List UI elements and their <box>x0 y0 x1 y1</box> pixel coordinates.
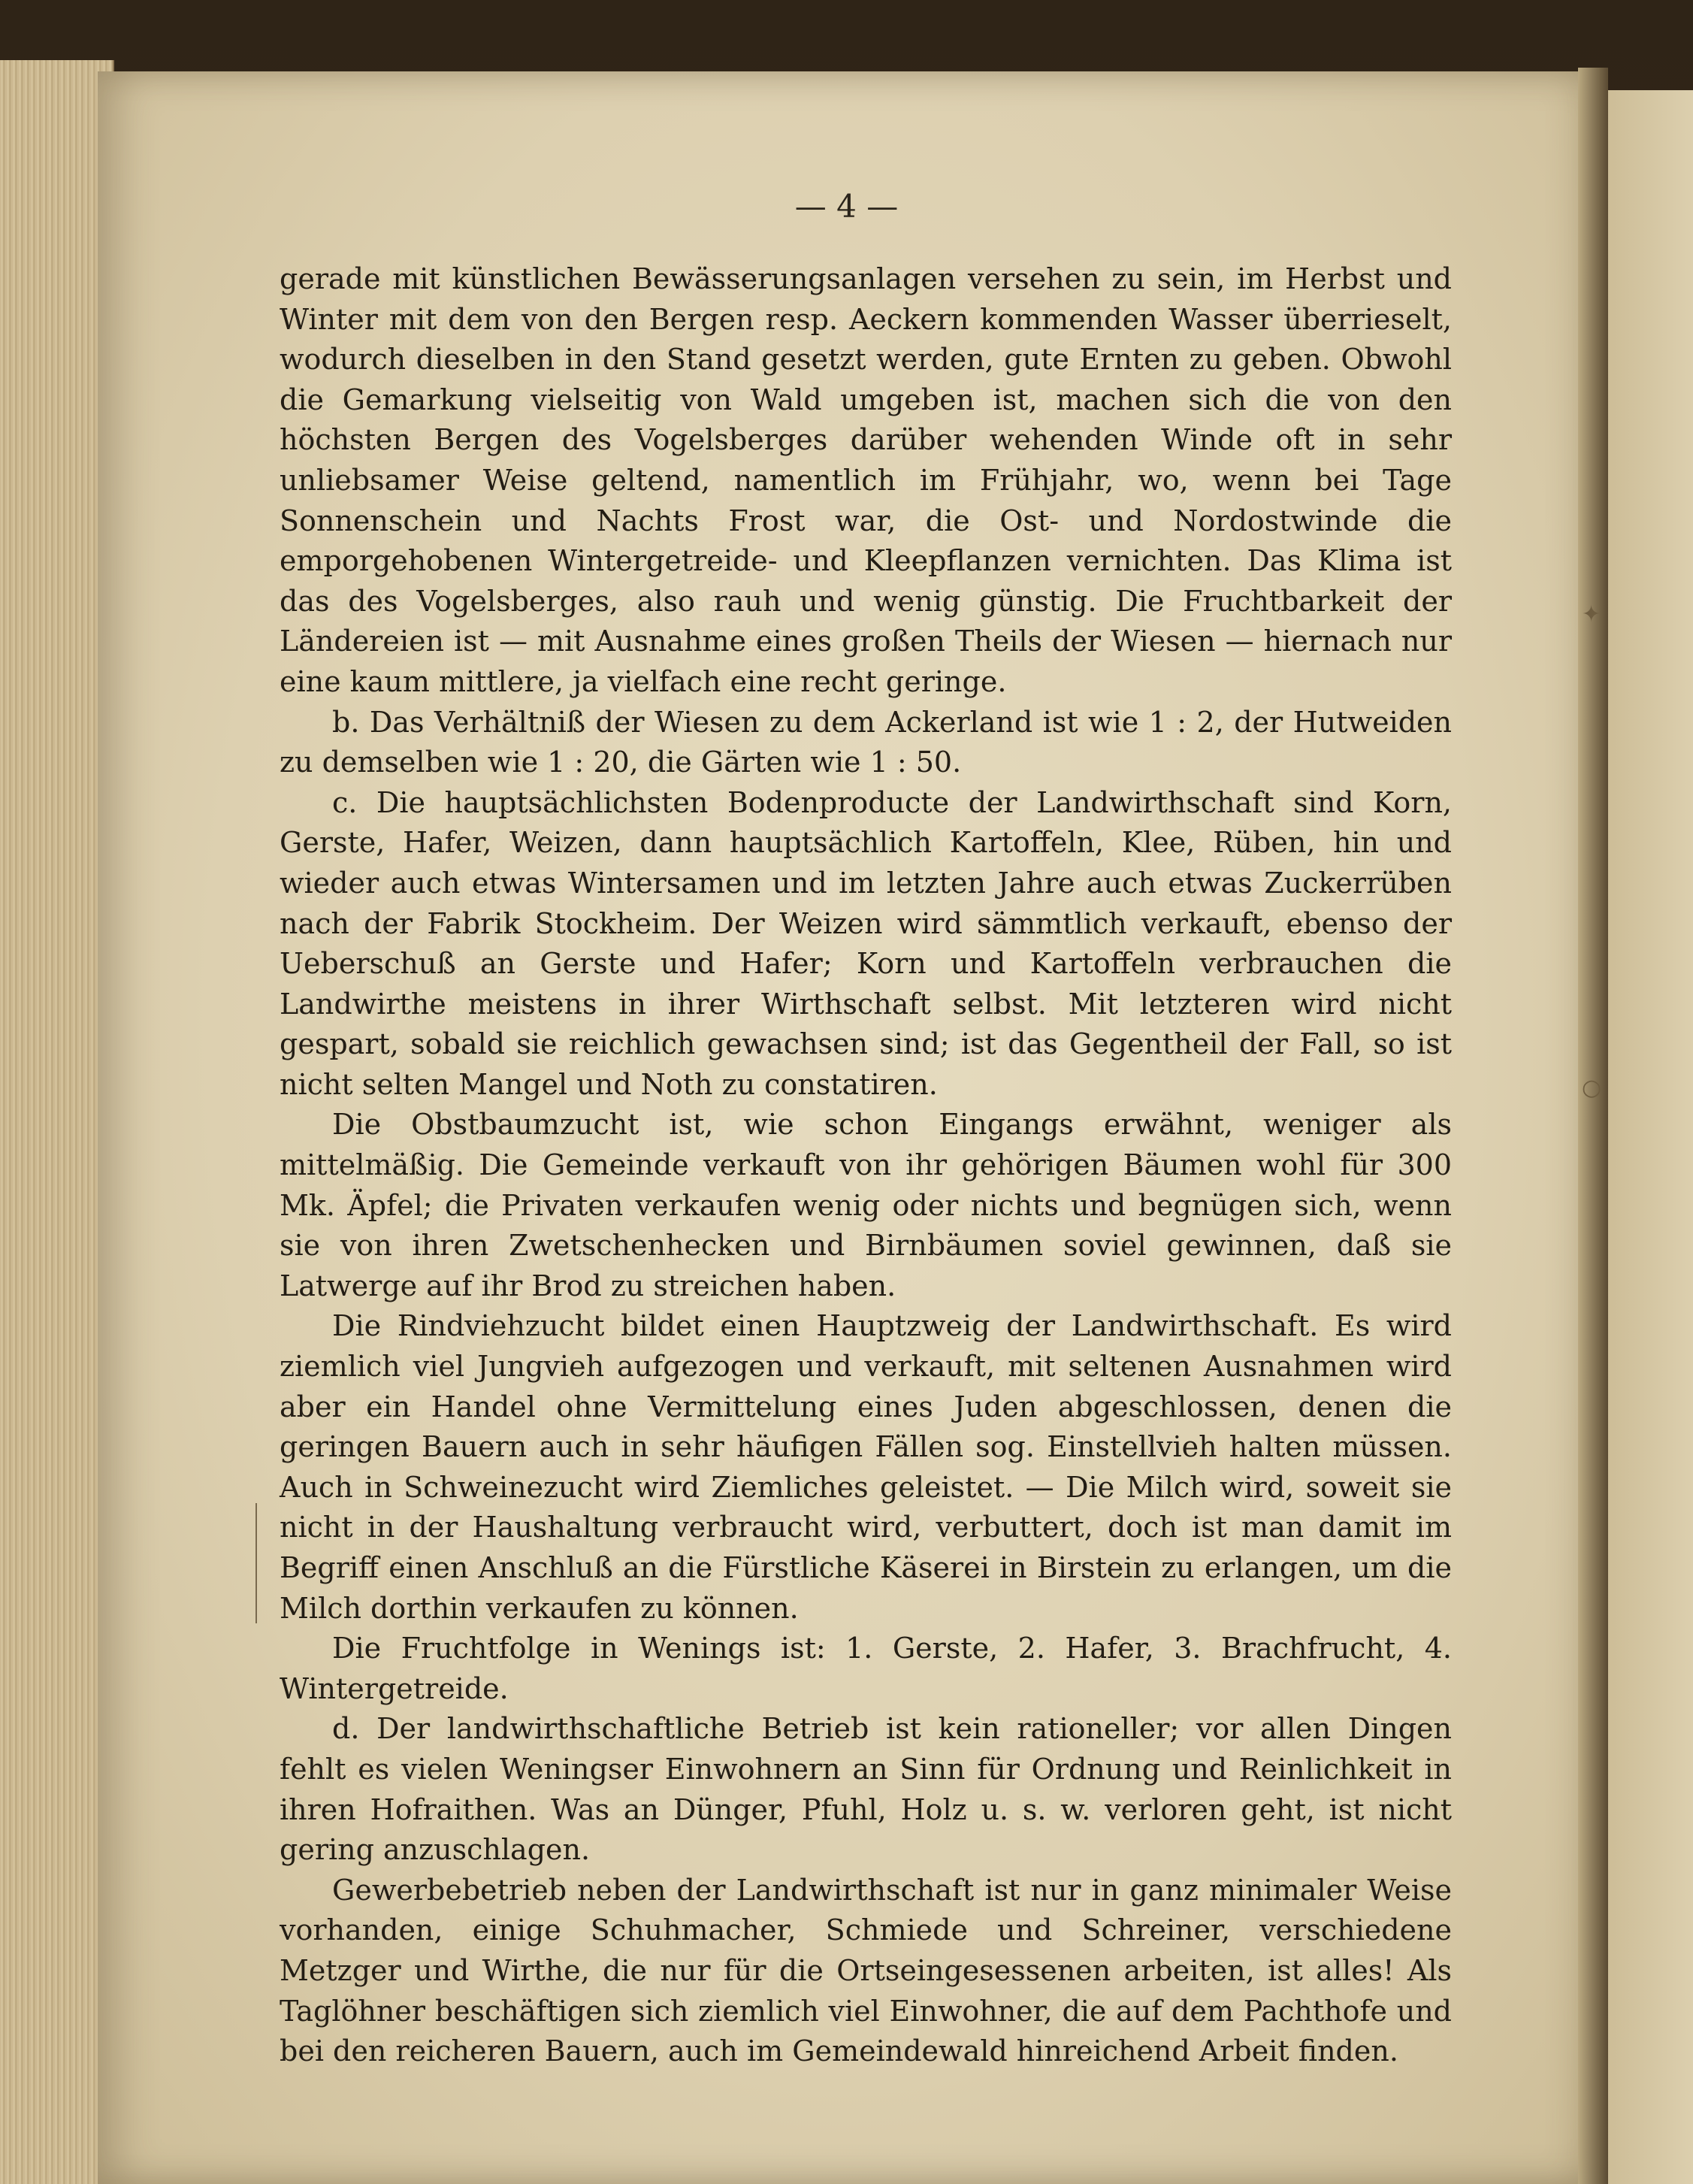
margin-line <box>255 1503 257 1623</box>
margin-mark-icon: ✦ <box>1582 601 1601 628</box>
facing-page-edge <box>1608 90 1693 2184</box>
paragraph: b. Das Verhältniß der Wiesen zu dem Ackerland ist wie 1 : 2, der Hutweiden zu demselben wie 1 : 20, die Gärten wie 1 : 50. <box>280 705 1452 779</box>
paragraph: Die Fruchtfolge in Wenings ist: 1. Gerste, 2. Hafer, 3. Brachfrucht, 4. Wintergetreide. <box>280 1632 1452 1705</box>
paragraph: gerade mit künstlichen Bewässerungsanlagen versehen zu sein, im Herbst und Winter mit dem von den Bergen resp. Aeckern kommenden Wasser überrieselt, wodurch dieselben in den Stand gesetzt werden, gute Ernten zu geben. Obwohl die Gemarkung vielseitig von Wald umgeben ist, machen sich die von den höchsten Bergen des Vogelsberges darüber wehenden Winde oft in sehr unliebsamer Weise geltend, namentlich im Frühjahr, wo, wenn bei Tage Sonnenschein und Nachts Frost war, die Ost- und Nordostwinde die emporgehobenen Wintergetreide- und Kleepflanzen vernichten. Das Klima ist das des Vogelsberges, also rauh und wenig günstig. Die Fruchtbarkeit der Ländereien ist — mit Ausnahme eines großen Theils der Wiesen — hiernach nur eine kaum mittlere, ja vielfach eine recht geringe. <box>280 262 1452 698</box>
paragraph: Die Rindviehzucht bildet einen Hauptzweig der Landwirthschaft. Es wird ziemlich viel Jungvieh aufgezogen und verkauft, mit seltenen Ausnahmen wird aber ein Handel ohne Vermittelung eines Juden abgeschlossen, denen die geringen Bauern auch in sehr häufigen Fällen sog. Einstellvieh halten müssen. Auch in Schweinezucht wird Ziemliches geleistet. — Die Milch wird, soweit sie nicht in der Haushaltung verbraucht wird, verbuttert, doch ist man damit im Begriff einen Anschluß an die Fürstliche Käserei in Birstein zu erlangen, um die Milch dorthin verkaufen zu können. <box>280 1309 1452 1625</box>
paragraph: Die Obstbaumzucht ist, wie schon Eingangs erwähnt, weniger als mittelmäßig. Die Gemeinde verkauft von ihr gehörigen Bäumen wohl für 300 Mk. Äpfel; die Privaten verkaufen wenig oder nichts und begnügen sich, wenn sie von ihren Zwetschenhecken und Birnbäumen soviel gewinnen, daß sie Latwerge auf ihr Brod zu streichen haben. <box>280 1108 1452 1302</box>
body-text <box>280 259 1452 2072</box>
paragraph: c. Die hauptsächlichsten Bodenproducte der Landwirthschaft sind Korn, Gerste, Hafer, Weizen, dann hauptsächlich Kartoffeln, Klee, Rüben, hin und wieder auch etwas Wintersamen und im letzten Jahre auch etwas Zuckerrüben nach der Fabrik Stockheim. Der Weizen wird sämmtlich verkauft, ebenso der Ueberschuß an Gerste und Hafer; Korn und Kartoffeln verbrauchen die Landwirthe meistens in ihrer Wirthschaft selbst. Mit letzteren wird nicht gespart, sobald sie reichlich gewachsen sind; ist das Gegentheil der Fall, so ist nicht selten Mangel und Noth zu constatiren. <box>280 785 1452 1101</box>
margin-mark-icon: ○ <box>1582 1075 1602 1101</box>
page-number: — 4 — <box>794 188 899 225</box>
paragraph: Gewerbebetrieb neben der Landwirthschaft ist nur in ganz minimaler Weise vorhanden, einige Schuhmacher, Schmiede und Schreiner, verschiedene Metzger und Wirthe, die nur für die Ortseingesessenen arbeiten, ist alles! Als Taglöhner beschäftigen sich ziemlich viel Einwohner, die auf dem Pachthofe und bei den reicheren Bauern, auch im Gemeindewald hinreichend Arbeit finden. <box>280 1873 1452 2068</box>
paragraph: d. Der landwirthschaftliche Betrieb ist kein rationeller; vor allen Dingen fehlt es vielen Weningser Einwohnern an Sinn für Ordnung und Reinlichkeit in ihren Hofraithen. Was an Dünger, Pfuhl, Holz u. s. w. verloren geht, ist nicht gering anzuschlagen. <box>280 1712 1452 1867</box>
book-gutter <box>1578 68 1608 2184</box>
